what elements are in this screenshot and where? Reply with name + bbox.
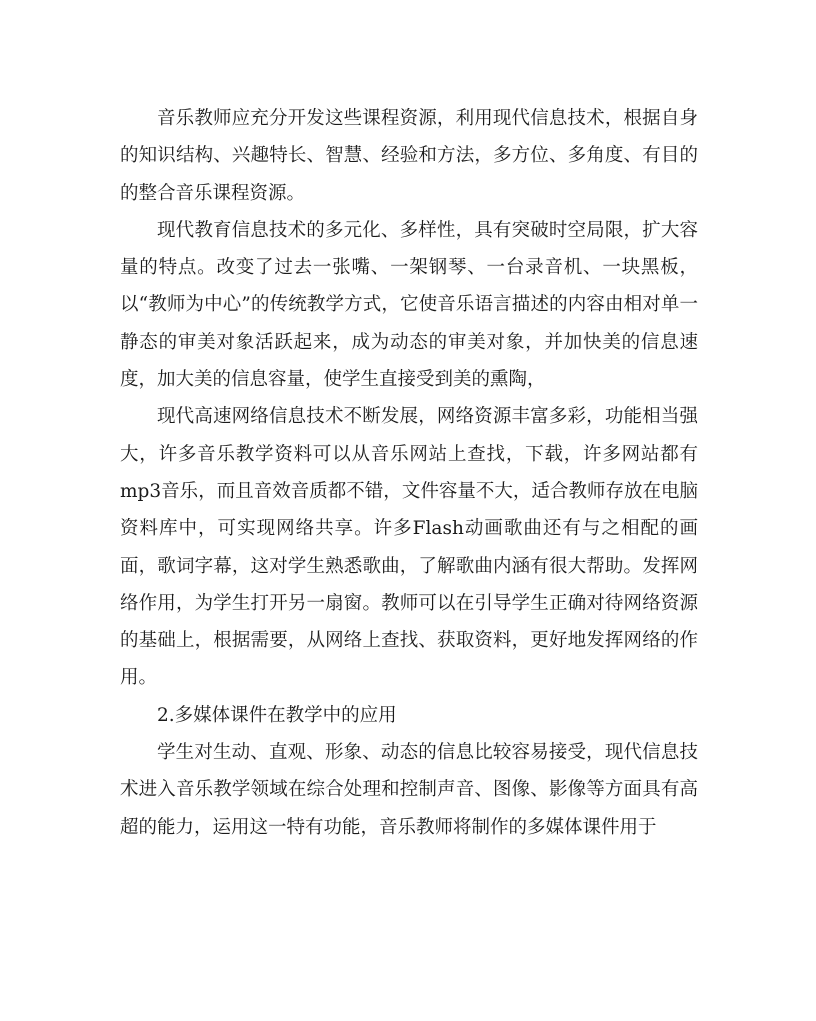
paragraph-multimedia-features: 现代教育信息技术的多元化、多样性，具有突破时空局限，扩大容量的特点。改变了过去一张嘴、一架钢琴、一台录音机、一块黑板，以“教师为中心”的传统教学方式，它使音乐语言描述的内容由相对单一静态的审美对象活跃起来，成为动态的审美对象，并加快美的信息速度，加大美的信息容量，使学生直接受到美的熏陶，: [120, 219, 698, 391]
paragraph-network-resources: 现代高速网络信息技术不断发展，网络资源丰富多彩，功能相当强大，许多音乐教学资料可以从音乐网站上查找，下载，许多网站都有mp3音乐，而且音效音质都不错，文件容量不大，适合教师存放在电脑资料库中，可实现网络共享。许多Flash动画歌曲还有与之相配的画面，歌词字幕，这对学生熟悉歌曲，了解歌曲内涵有很大帮助。发挥网络作用，为学生打开另一扇窗。教师可以在引导学生正确对待网络资源的基础上，根据需要，从网络上查找、获取资料，更好地发挥网络的作用。: [120, 406, 698, 689]
paragraph-courseware-application: 学生对生动、直观、形象、动态的信息比较容易接受，现代信息技术进入音乐教学领域在综合处理和控制声音、图像、影像等方面具有高超的能力，运用这一特有功能，音乐教师将制作的多媒体课件用于: [120, 742, 698, 838]
document-body: [120, 100, 698, 846]
section-heading-multimedia-courseware: 2.多媒体课件在教学中的应用: [157, 704, 397, 726]
paragraph-integrate-resources: 音乐教师应充分开发这些课程资源，利用现代信息技术，根据自身的知识结构、兴趣特长、智慧、经验和方法，多方位、多角度、有目的的整合音乐课程资源。: [120, 108, 698, 204]
